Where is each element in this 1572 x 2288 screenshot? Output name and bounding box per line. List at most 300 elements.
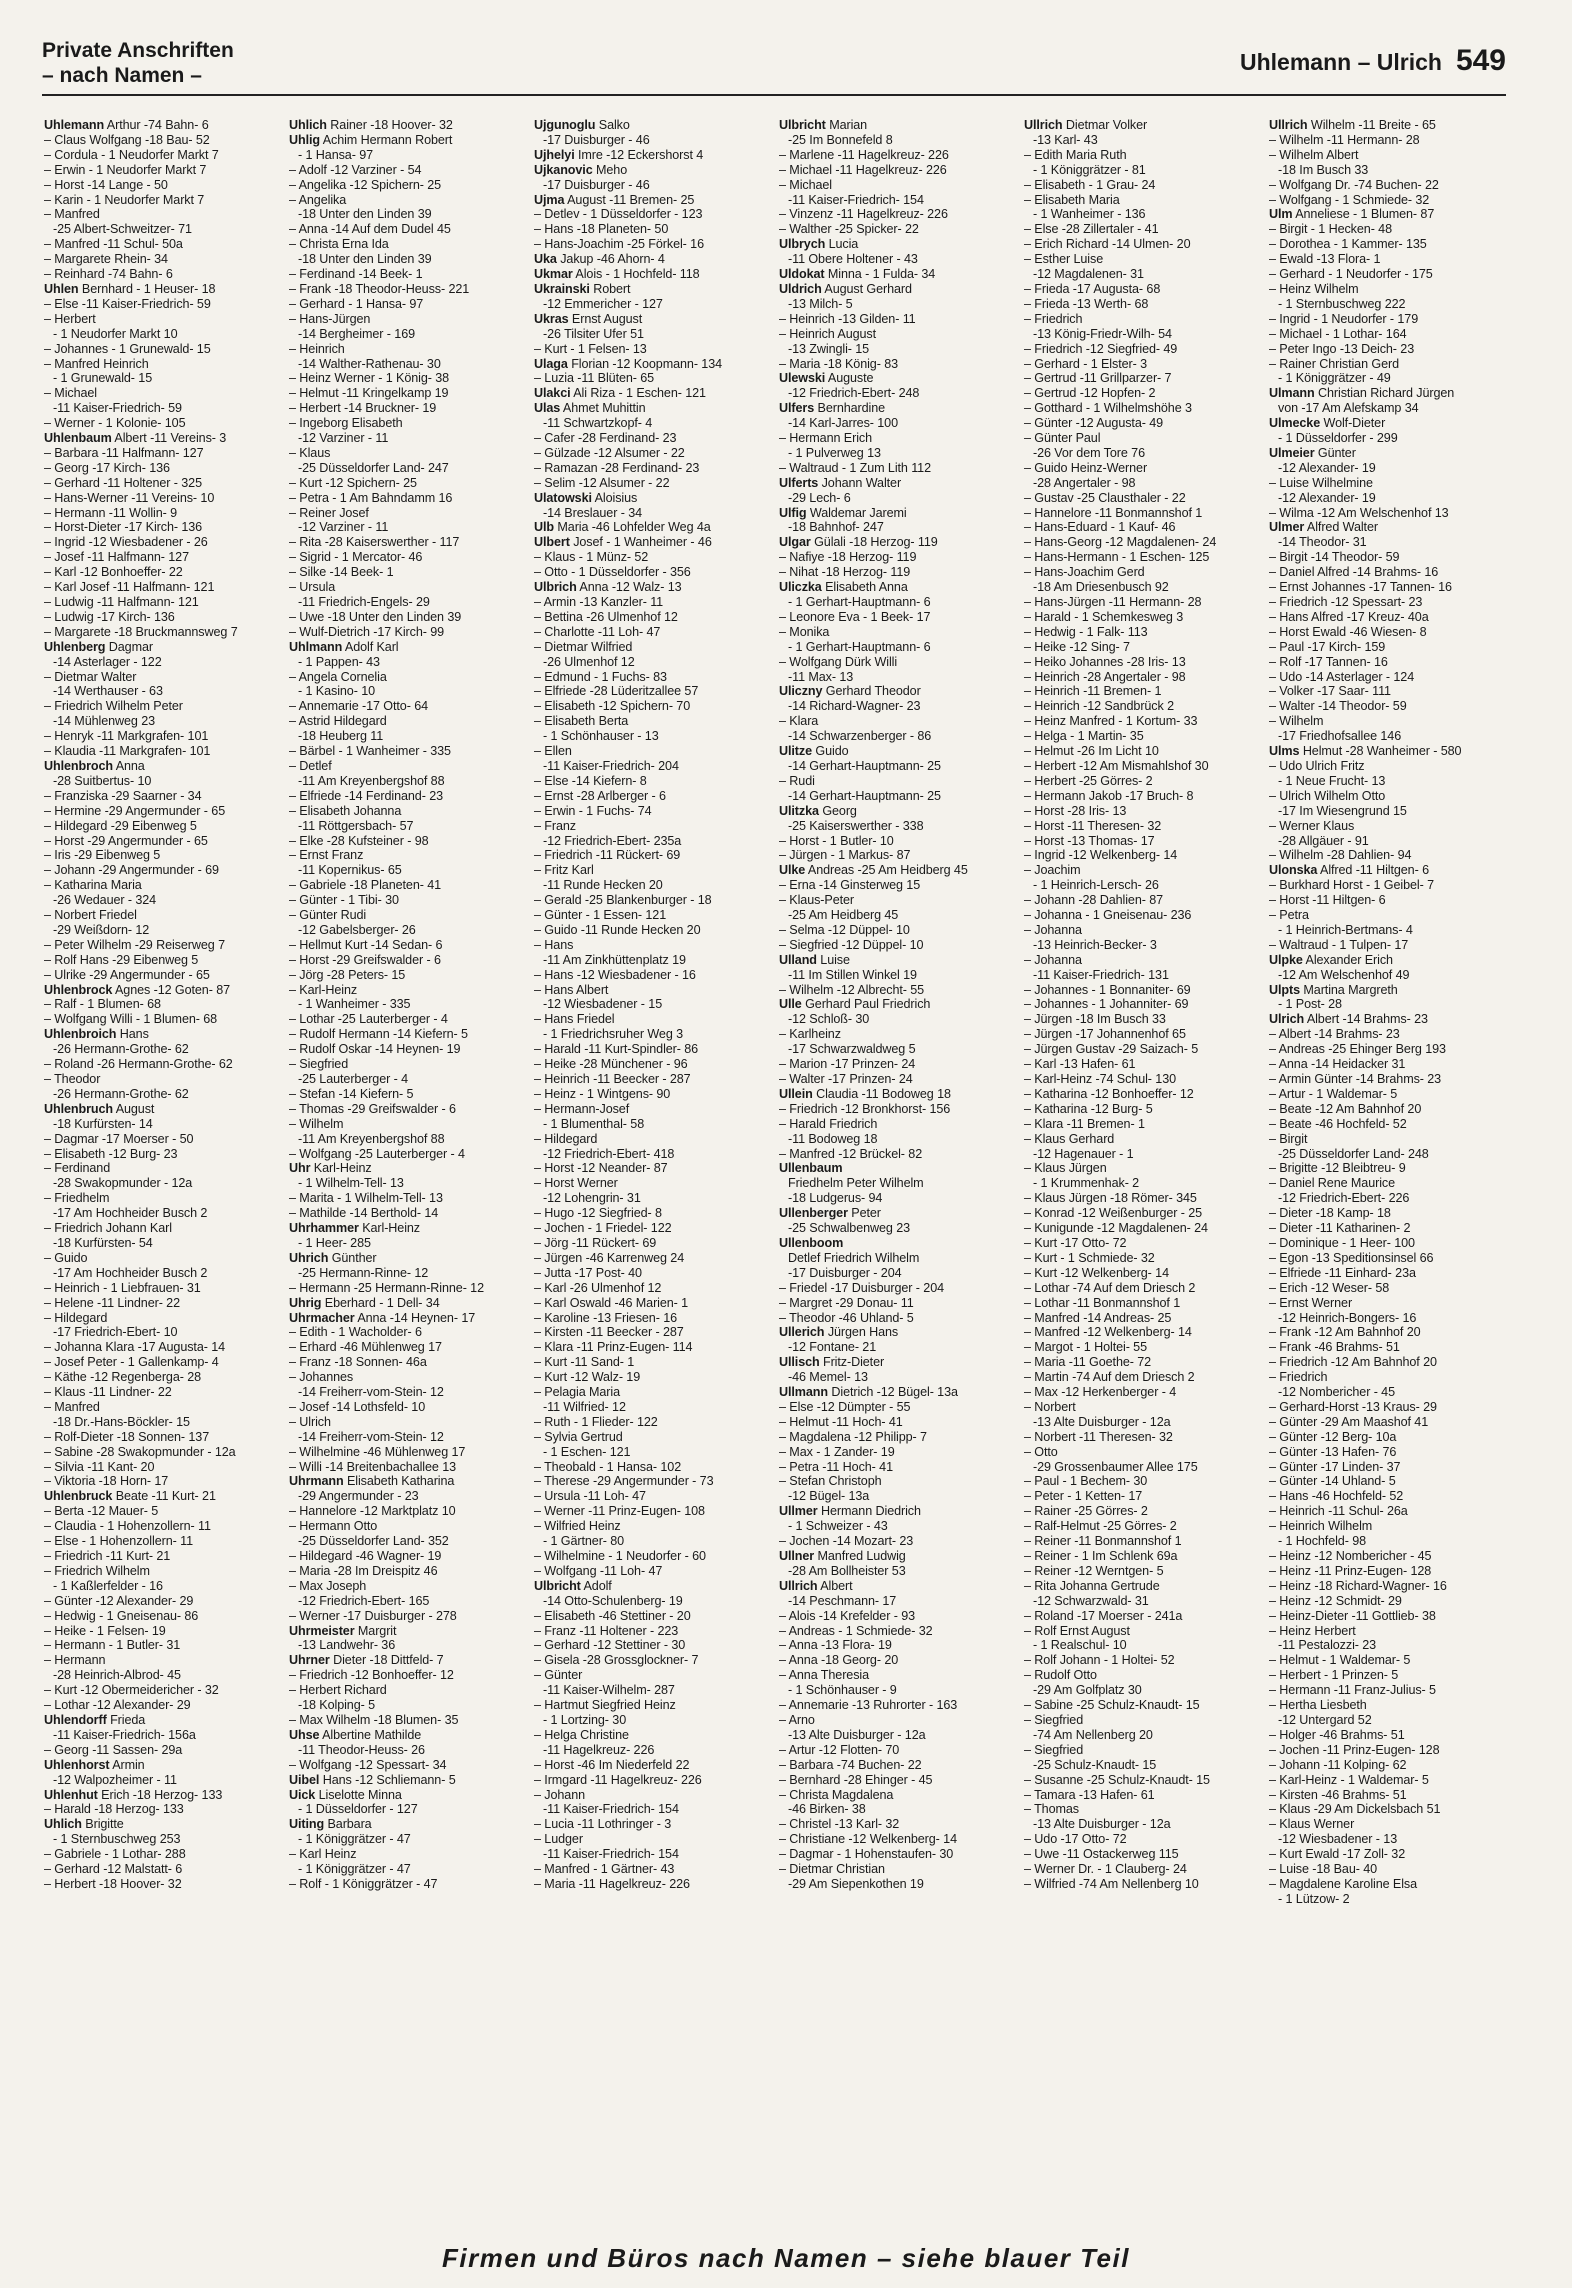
entry-text: – Werner Klaus	[1269, 818, 1355, 833]
directory-entry	[779, 357, 1018, 372]
directory-entry	[1024, 729, 1263, 744]
directory-entry	[289, 1161, 528, 1176]
surname: Uhlenbruch	[44, 1101, 113, 1116]
entry-text: – Arno	[779, 1712, 815, 1727]
entry-text: -29 Am Golfplatz 30	[1033, 1683, 1142, 1698]
directory-entry	[779, 1430, 1018, 1445]
directory-entry	[779, 625, 1018, 640]
entry-text: – Manfred	[44, 207, 100, 222]
directory-entry	[779, 133, 1018, 148]
entry-text: Wolf-Dieter	[1323, 416, 1386, 431]
entry-text: – Maria -28 Im Dreispitz 46	[289, 1563, 438, 1578]
entry-text: – Manfred	[44, 1399, 100, 1414]
directory-entry	[289, 1370, 528, 1385]
directory-entry	[1024, 938, 1263, 953]
entry-text: – Michael	[44, 386, 97, 401]
entry-text: – Hertha Liesbeth	[1269, 1698, 1367, 1713]
directory-entry	[1269, 371, 1508, 386]
entry-text: -11 Am Kreyenbergshof 88	[298, 773, 445, 788]
directory-entry	[289, 1877, 528, 1892]
directory-entry	[44, 1743, 283, 1758]
surname: Uhlenhut	[44, 1787, 98, 1802]
entry-text: – Klaus - 1 Münz- 52	[534, 550, 649, 565]
directory-entry	[289, 327, 528, 342]
entry-text: – Horst -29 Greifswalder - 6	[289, 952, 441, 967]
entry-text: – Manfred -11 Schul- 50a	[44, 237, 183, 252]
directory-entry	[779, 178, 1018, 193]
directory-entry	[1024, 923, 1263, 938]
directory-entry	[534, 714, 773, 729]
directory-entry	[289, 1296, 528, 1311]
entry-text: – Klaus -11 Lindner- 22	[44, 1385, 172, 1400]
directory-entry	[44, 357, 283, 372]
entry-text: – Helga Christine	[534, 1727, 629, 1742]
directory-entry	[534, 1132, 773, 1147]
surname: Uliczny	[779, 684, 823, 699]
entry-text: – Jochen -14 Mozart- 23	[779, 1534, 914, 1549]
entry-text: – Max - 1 Zander- 19	[779, 1444, 895, 1459]
entry-text: Albertine Mathilde	[322, 1727, 422, 1742]
entry-text: – Heinz - 1 Wintgens- 90	[534, 1086, 671, 1101]
directory-entry	[1024, 863, 1263, 878]
entry-text: – Luise Wilhelmine	[1269, 475, 1373, 490]
directory-entry	[534, 759, 773, 774]
directory-entry	[534, 491, 773, 506]
directory-entry	[1024, 1266, 1263, 1281]
entry-text: – Klara -11 Bremen- 1	[1024, 1116, 1145, 1131]
entry-text: – Josef -14 Lothsfeld- 10	[289, 1399, 426, 1414]
directory-entry	[534, 684, 773, 699]
entry-text: – Iris -29 Eibenweg 5	[44, 848, 161, 863]
directory-entry	[289, 386, 528, 401]
entry-text: – Christel -13 Karl- 32	[779, 1817, 900, 1832]
directory-entry	[534, 1206, 773, 1221]
entry-text: - 1 Wanheimer - 136	[1033, 207, 1146, 222]
surname: Uhlenhorst	[44, 1757, 110, 1772]
entry-text: – Rudolf Hermann -14 Kiefern- 5	[289, 1027, 468, 1042]
directory-entry	[44, 595, 283, 610]
surname: Uhlenberg	[44, 639, 106, 654]
entry-text: – Claudia - 1 Hohenzollern- 11	[44, 1519, 211, 1534]
entry-text: -74 Am Nellenberg 20	[1033, 1727, 1153, 1742]
entry-text: – Margarete -18 Bruckmannsweg 7	[44, 624, 238, 639]
entry-text: – Wilma -12 Am Welschenhof 13	[1269, 505, 1449, 520]
surname: Ulms	[1269, 744, 1300, 759]
directory-entry	[779, 1802, 1018, 1817]
directory-entry	[1269, 520, 1508, 535]
directory-entry	[534, 1638, 773, 1653]
directory-entry	[534, 312, 773, 327]
directory-entry	[1269, 938, 1508, 953]
directory-entry	[779, 1653, 1018, 1668]
entry-text: -17 Im Wiesengrund 15	[1278, 803, 1407, 818]
entry-text: August -11 Bremen- 25	[567, 192, 695, 207]
surname: Ulpts	[1269, 982, 1300, 997]
directory-entry	[779, 1325, 1018, 1340]
directory-entry	[1024, 1534, 1263, 1549]
directory-entry	[289, 401, 528, 416]
entry-text: – Waltraud - 1 Zum Lith 112	[779, 460, 931, 475]
entry-text: – Herbert -14 Bruckner- 19	[289, 401, 437, 416]
directory-entry	[779, 863, 1018, 878]
entry-text: – Hans-Joachim -25 Förkel- 16	[534, 237, 704, 252]
entry-text: – Ingrid -12 Wiesbadener - 26	[44, 535, 208, 550]
surname: Ukrainski	[534, 281, 590, 296]
directory-entry	[44, 1847, 283, 1862]
surname: Uhrmeister	[289, 1623, 355, 1638]
entry-text: -11 Kaiser-Friedrich- 154	[543, 1847, 679, 1862]
entry-text: – Else -28 Zillertaler - 41	[1024, 222, 1159, 237]
directory-entry	[289, 1817, 528, 1832]
entry-text: – Maria -11 Goethe- 72	[1024, 1355, 1152, 1370]
entry-text: -12 Bügel- 13a	[788, 1489, 870, 1504]
entry-text: – Pelagia Maria	[534, 1385, 621, 1400]
directory-entry	[779, 1012, 1018, 1027]
directory-entry	[779, 520, 1018, 535]
directory-entry	[44, 446, 283, 461]
entry-text: -29 Angermunder - 23	[298, 1489, 419, 1504]
directory-entry	[289, 371, 528, 386]
directory-entry	[1024, 118, 1263, 133]
surname: Ulferts	[779, 475, 819, 490]
entry-text: – Karl -26 Ulmenhof 12	[534, 1280, 662, 1295]
entry-text: – Karl Josef -11 Halfmann- 121	[44, 580, 215, 595]
directory-entry	[1024, 1638, 1263, 1653]
directory-entry	[1024, 714, 1263, 729]
directory-entry	[289, 252, 528, 267]
directory-entry	[289, 1579, 528, 1594]
directory-entry	[1024, 148, 1263, 163]
surname: Uhr	[289, 1161, 311, 1176]
directory-entry	[1024, 1087, 1263, 1102]
directory-entry	[1024, 1504, 1263, 1519]
surname: Ulas	[534, 401, 561, 416]
entry-text: – Peter Ingo -13 Deich- 23	[1269, 341, 1415, 356]
directory-entry	[289, 819, 528, 834]
entry-text: Auguste	[827, 371, 874, 386]
directory-entry	[1269, 1758, 1508, 1773]
entry-text: -17 Am Hochheider Busch 2	[53, 1206, 208, 1221]
entry-text: – Silvia -11 Kant- 20	[44, 1459, 155, 1474]
entry-text: – Paul - 1 Bechem- 30	[1024, 1474, 1148, 1489]
directory-entry	[779, 848, 1018, 863]
entry-text: -14 Bergheimer - 169	[298, 326, 416, 341]
directory-entry	[44, 207, 283, 222]
entry-text: – Klaus Werner	[1269, 1817, 1355, 1832]
entry-text: – Gerald -25 Blankenburger - 18	[534, 893, 712, 908]
entry-text: Detlef Friedrich Wilhelm	[788, 1250, 920, 1265]
entry-text: Armin	[112, 1757, 145, 1772]
entry-text: – Hans-Georg -12 Magdalenen- 24	[1024, 535, 1217, 550]
directory-entry	[44, 1012, 283, 1027]
directory-entry	[1024, 804, 1263, 819]
entry-text: – Konrad -12 Weißenburger - 25	[1024, 1206, 1203, 1221]
surname: Ulatowski	[534, 490, 592, 505]
entry-text: – Kurt -12 Walz- 19	[534, 1370, 641, 1385]
entry-text: -11 Runde Hecken 20	[543, 878, 663, 893]
entry-text: – Wilhelm	[1269, 714, 1324, 729]
directory-entry	[779, 1236, 1018, 1251]
directory-entry	[289, 431, 528, 446]
entry-text: - 1 Gärtner- 80	[543, 1534, 625, 1549]
entry-text: – Herbert	[44, 311, 96, 326]
directory-entry	[44, 193, 283, 208]
directory-entry	[1269, 267, 1508, 282]
entry-text: – Gerhard - 1 Neudorfer - 175	[1269, 267, 1433, 282]
entry-text: – Heinrich -11 Beecker - 287	[534, 1072, 691, 1086]
directory-entry	[779, 1311, 1018, 1326]
directory-entry	[1024, 1370, 1263, 1385]
entry-text: – Barbara -11 Halfmann- 127	[44, 445, 204, 460]
directory-entry	[534, 1713, 773, 1728]
directory-entry	[534, 640, 773, 655]
directory-entry	[289, 1549, 528, 1564]
directory-entry	[289, 207, 528, 222]
directory-entry	[289, 1221, 528, 1236]
directory-entry	[534, 1445, 773, 1460]
entry-text: – Friedrich -12 Bronkhorst- 156	[779, 1101, 951, 1116]
entry-text: -14 Richard-Wagner- 23	[788, 699, 921, 714]
entry-text: -17 Friedrich-Ebert- 10	[53, 1325, 178, 1340]
entry-text: – Siegfried	[1024, 1712, 1084, 1727]
entry-text: – Heinrich -11 Bremen- 1	[1024, 684, 1162, 699]
entry-text: -13 König-Friedr-Wilh- 54	[1033, 326, 1172, 341]
directory-entry	[289, 118, 528, 133]
surname: Uhlich	[44, 1817, 82, 1832]
entry-text: – Hans-Eduard - 1 Kauf- 46	[1024, 520, 1176, 535]
entry-text: – Nihat -18 Herzog- 119	[779, 565, 911, 580]
entry-text: -28 Suitbertus- 10	[53, 773, 152, 788]
entry-text: -14 Freiherr-vom-Stein- 12	[298, 1429, 444, 1444]
entry-text: – Franz	[534, 818, 576, 833]
entry-text: -13 Alte Duisburger - 12a	[1033, 1414, 1171, 1429]
directory-entry	[779, 1728, 1018, 1743]
entry-text: – Rolf Johann - 1 Holtei- 52	[1024, 1653, 1175, 1668]
entry-text: Adolf	[583, 1578, 612, 1593]
directory-entry	[1269, 997, 1508, 1012]
entry-text: – Friedel -17 Duisburger - 204	[779, 1280, 944, 1295]
directory-entry	[534, 1415, 773, 1430]
surname: Uhlig	[289, 132, 320, 147]
entry-text: – Reiner Josef	[289, 505, 369, 520]
entry-text: -11 Schwartzkopf- 4	[543, 416, 653, 431]
directory-entry	[1269, 670, 1508, 685]
entry-text: – Rolf Hans -29 Eibenweg 5	[44, 952, 199, 967]
entry-text: -11 Kaiser-Wilhelm- 287	[543, 1683, 675, 1698]
entry-text: -14 Peschmann- 17	[788, 1593, 897, 1608]
entry-text: – Friedrich -12 Am Bahnhof 20	[1269, 1355, 1437, 1370]
directory-entry	[44, 401, 283, 416]
entry-text: – Hans -46 Hochfeld- 52	[1269, 1489, 1404, 1504]
entry-text: -18 Kurfürsten- 14	[53, 1116, 153, 1131]
entry-text: – Klaus-Peter	[779, 893, 855, 908]
directory-entry	[1269, 1147, 1508, 1162]
surname: Uhlenbaum	[44, 431, 112, 446]
directory-entry	[779, 893, 1018, 908]
directory-entry	[1024, 1430, 1263, 1445]
entry-text: – Wilfried -74 Am Nellenberg 10	[1024, 1876, 1199, 1891]
entry-text: Marian	[829, 118, 868, 132]
directory-entry	[779, 386, 1018, 401]
entry-text: – Ludger	[534, 1832, 583, 1847]
directory-entry	[1269, 655, 1508, 670]
entry-text: -11 Pestalozzi- 23	[1278, 1638, 1377, 1653]
entry-text: -12 Heinrich-Bongers- 16	[1278, 1310, 1417, 1325]
directory-entry	[44, 1117, 283, 1132]
entry-text: – Siegfried -12 Düppel- 10	[779, 937, 924, 952]
entry-text: – Hannelore -12 Marktplatz 10	[289, 1504, 456, 1519]
entry-text: – Wolfgang -11 Loh- 47	[534, 1563, 663, 1578]
entry-text: -12 Friedrich-Ebert- 226	[1278, 1191, 1410, 1206]
entry-text: – Karin - 1 Neudorfer Markt 7	[44, 192, 205, 207]
directory-entry	[779, 1564, 1018, 1579]
entry-text: Meho	[596, 162, 628, 177]
directory-entry	[1024, 610, 1263, 625]
directory-entry	[1024, 774, 1263, 789]
directory-entry	[44, 1460, 283, 1475]
entry-text: – Ralf-Helmut -25 Görres- 2	[1024, 1519, 1177, 1534]
entry-text: – Hannelore -11 Bonmannshof 1	[1024, 505, 1203, 520]
entry-text: – Wolfgang Dr. -74 Buchen- 22	[1269, 177, 1439, 192]
entry-text: – Theodor -46 Uhland- 5	[779, 1310, 914, 1325]
directory-entry	[44, 1191, 283, 1206]
entry-text: - 1 Wilhelm-Tell- 13	[298, 1176, 404, 1191]
directory-entry	[1024, 565, 1263, 580]
entry-text: – Kurt - 1 Schmiede- 32	[1024, 1250, 1155, 1265]
directory-entry	[534, 1340, 773, 1355]
directory-entry	[779, 312, 1018, 327]
directory-entry	[534, 386, 773, 401]
directory-entry	[289, 699, 528, 714]
entry-text: – Paul -17 Kirch- 159	[1269, 639, 1386, 654]
directory-entry	[1024, 893, 1263, 908]
entry-text: -29 Grossenbaumer Allee 175	[1033, 1459, 1198, 1474]
directory-entry	[779, 1445, 1018, 1460]
directory-entry	[289, 1147, 528, 1162]
entry-text: – Wolfgang -12 Spessart- 34	[289, 1757, 447, 1772]
entry-text: – Elke -28 Kufsteiner - 98	[289, 833, 429, 848]
directory-entry	[44, 908, 283, 923]
entry-text: Georg	[822, 803, 857, 818]
directory-entry	[779, 1579, 1018, 1594]
directory-entry	[534, 282, 773, 297]
entry-text: – Rainer Christian Gerd	[1269, 356, 1399, 371]
directory-entry	[289, 1266, 528, 1281]
entry-text: -17 Duisburger - 46	[543, 132, 650, 147]
entry-text: – Max Wilhelm -18 Blumen- 35	[289, 1712, 459, 1727]
entry-text: -14 Freiherr-vom-Stein- 12	[298, 1385, 444, 1400]
surname: Uhlenbruck	[44, 1489, 113, 1504]
directory-entry	[779, 1788, 1018, 1803]
entry-text: – Wolfgang -25 Lauterberger - 4	[289, 1146, 465, 1161]
entry-text: - 1 Sternbuschweg 253	[53, 1832, 181, 1847]
entry-text: – Erich -12 Weser- 58	[1269, 1280, 1390, 1295]
directory-entry	[44, 1236, 283, 1251]
entry-text: – Alois -14 Krefelder - 93	[779, 1608, 916, 1623]
directory-entry	[1024, 1519, 1263, 1534]
directory-entry	[534, 1504, 773, 1519]
entry-text: – Christiane -12 Welkenberg- 14	[779, 1832, 957, 1847]
entry-text: -46 Memel- 13	[788, 1370, 868, 1385]
entry-text: – Hedwig - 1 Falk- 113	[1024, 624, 1148, 639]
directory-entry	[289, 938, 528, 953]
entry-text: Friedhelm Peter Wilhelm	[788, 1176, 924, 1191]
directory-entry	[289, 863, 528, 878]
surname: Uhlenbroich	[44, 1027, 117, 1042]
directory-entry	[1269, 282, 1508, 297]
entry-text: – Johann -28 Dahlien- 87	[1024, 893, 1164, 908]
entry-text: – Martin -74 Auf dem Driesch 2	[1024, 1370, 1195, 1385]
directory-entry	[534, 1728, 773, 1743]
entry-text: -12 Varziner - 11	[298, 520, 389, 535]
directory-entry	[779, 834, 1018, 849]
directory-entry	[289, 1653, 528, 1668]
entry-text: Brigitte	[85, 1817, 124, 1832]
entry-text: -14 Karl-Jarres- 100	[788, 416, 898, 431]
entry-text: – Ewald -13 Flora- 1	[1269, 252, 1381, 267]
directory-entry	[534, 1385, 773, 1400]
entry-text: – Heinz Herbert	[1269, 1623, 1356, 1638]
entry-text: – Roland -17 Moerser - 241a	[1024, 1608, 1183, 1623]
entry-text: – Georg -17 Kirch- 136	[44, 460, 170, 475]
entry-text: – Harald -11 Kurt-Spindler- 86	[534, 1042, 699, 1057]
entry-text: – Hermann-Josef	[534, 1101, 630, 1116]
entry-text: – Friedrich -12 Bonhoeffer- 12	[289, 1668, 454, 1683]
directory-entry	[1024, 252, 1263, 267]
entry-text: - 1 Düsseldorfer - 127	[298, 1802, 418, 1817]
directory-entry	[1269, 550, 1508, 565]
entry-text: – Hugo -12 Siegfried- 8	[534, 1206, 662, 1221]
directory-entry	[534, 1743, 773, 1758]
entry-text: – Hildegard -46 Wagner- 19	[289, 1549, 442, 1563]
entry-text: -26 Wedauer - 324	[53, 893, 157, 908]
entry-text: – Sigrid - 1 Mercator- 46	[289, 550, 423, 565]
directory-entry	[1269, 1236, 1508, 1251]
entry-text: – Elisabeth Maria	[1024, 192, 1120, 207]
entry-text: -12 Alexander- 19	[1278, 490, 1376, 505]
entry-text: – Ulrike -29 Angermunder - 65	[44, 967, 210, 982]
directory-entry	[1024, 1609, 1263, 1624]
entry-text: – Rolf - 1 Königgrätzer - 47	[289, 1876, 438, 1891]
entry-text: – Heinz -12 Nombericher - 45	[1269, 1549, 1432, 1563]
directory-entry	[779, 371, 1018, 386]
entry-text: – Rudolf Otto	[1024, 1668, 1097, 1683]
surname: Ulland	[779, 952, 817, 967]
entry-text: – Ulrich Wilhelm Otto	[1269, 788, 1386, 803]
directory-entry	[44, 535, 283, 550]
directory-entry	[1024, 1877, 1263, 1892]
entry-text: -11 Kaiser-Friedrich- 156a	[53, 1727, 196, 1742]
entry-text: – Otto	[1024, 1444, 1058, 1459]
directory-entry	[44, 1713, 283, 1728]
directory-entry	[289, 1385, 528, 1400]
entry-text: -13 Zwingli- 15	[788, 341, 870, 356]
directory-entry	[289, 774, 528, 789]
directory-entry	[534, 595, 773, 610]
directory-entry	[1024, 506, 1263, 521]
entry-text: – Günter - 1 Tibi- 30	[289, 893, 399, 908]
directory-entry	[1269, 1355, 1508, 1370]
entry-text: – Else -12 Dümpter - 55	[779, 1399, 911, 1414]
directory-entry	[1024, 1176, 1263, 1191]
directory-entry	[534, 148, 773, 163]
directory-entry	[289, 878, 528, 893]
surname: Ullner	[779, 1549, 815, 1563]
entry-text: – Selma -12 Düppel- 10	[779, 922, 910, 937]
directory-entry	[1024, 1281, 1263, 1296]
directory-entry	[1269, 1594, 1508, 1609]
entry-text: Christian Richard Jürgen	[1318, 386, 1455, 401]
